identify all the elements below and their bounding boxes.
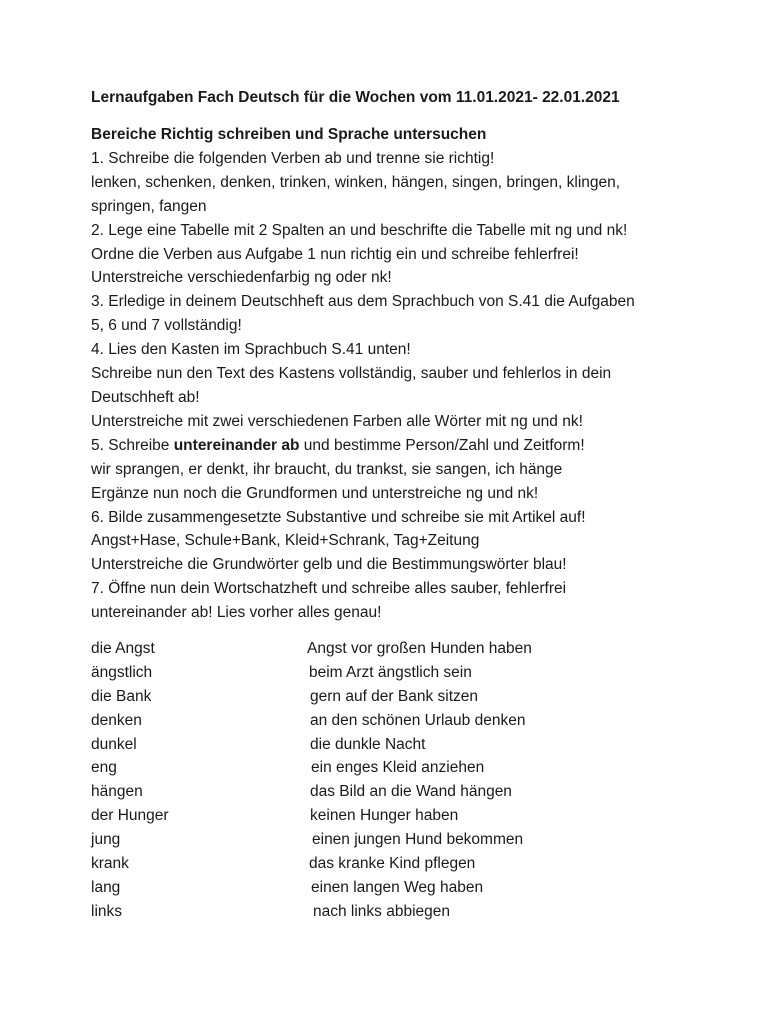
- text-line: 1. Schreibe die folgenden Verben ab und trenne sie richtig!: [91, 149, 495, 167]
- text-line: Ordne die Verben aus Aufgabe 1 nun richtig ein und schreibe fehlerfrei!: [91, 245, 579, 263]
- vocab-word: links: [91, 902, 123, 920]
- vocab-row: [91, 661, 731, 685]
- vocab-word: der Hunger: [91, 807, 169, 825]
- vocab-phrase: einen jungen Hund bekommen: [312, 831, 524, 849]
- task-5-bold: untereinander ab: [173, 436, 300, 454]
- vocab-phrase: ein enges Kleid anziehen: [311, 759, 485, 777]
- text-line: 4. Lies den Kasten im Sprachbuch S.41 unten!: [91, 341, 411, 359]
- vocab-row: [91, 876, 731, 900]
- text-line: 7. Öffne nun dein Wortschatzheft und schreibe alles sauber, fehlerfrei: [91, 580, 567, 598]
- vocab-word: lang: [91, 878, 121, 896]
- text-line: Ergänze nun noch die Grundformen und unterstreiche ng und nk!: [91, 484, 539, 502]
- vocab-phrase: Angst vor großen Hunden haben: [307, 640, 532, 658]
- vocab-phrase: nach links abbiegen: [313, 902, 451, 920]
- vocab-phrase: beim Arzt ängstlich sein: [309, 663, 472, 681]
- vocab-phrase: an den schönen Urlaub denken: [310, 711, 526, 729]
- vocab-phrase: gern auf der Bank sitzen: [310, 687, 479, 705]
- text-line: Unterstreiche die Grundwörter gelb und die Bestimmungswörter blau!: [91, 556, 567, 574]
- vocab-word: eng: [91, 759, 117, 777]
- vocab-word: die Bank: [91, 687, 152, 705]
- vocab-phrase: das Bild an die Wand hängen: [310, 783, 512, 801]
- vocab-row: [91, 756, 731, 780]
- text-line: 2. Lege eine Tabelle mit 2 Spalten an und beschrifte die Tabelle mit ng und nk!: [91, 221, 628, 239]
- vocab-row: [91, 637, 731, 661]
- text-line: lenken, schenken, denken, trinken, winken, hängen, singen, bringen, klingen,: [91, 173, 621, 191]
- text-line: Unterstreiche mit zwei verschiedenen Farben alle Wörter mit ng und nk!: [91, 412, 583, 430]
- text-line: 3. Erledige in deinem Deutschheft aus dem Sprachbuch von S.41 die Aufgaben: [91, 293, 635, 311]
- vocab-row: [91, 900, 731, 924]
- text-line: Angst+Hase, Schule+Bank, Kleid+Schrank, Tag+Zeitung: [91, 532, 480, 550]
- text-line: Unterstreiche verschiedenfarbig ng oder nk!: [91, 269, 392, 287]
- vocab-phrase: die dunkle Nacht: [310, 735, 426, 753]
- section-heading: Bereiche Richtig schreiben und Sprache untersuchen: [91, 126, 487, 143]
- vocab-row: [91, 709, 731, 733]
- text-line: 5, 6 und 7 vollständig!: [91, 317, 242, 335]
- vocab-row: [91, 780, 731, 804]
- vocab-word: jung: [91, 831, 121, 849]
- text-line: springen, fangen: [91, 197, 207, 215]
- vocab-phrase: das kranke Kind pflegen: [309, 855, 476, 873]
- text-line: 6. Bilde zusammengesetzte Substantive und schreibe sie mit Artikel auf!: [91, 508, 586, 526]
- task-5-prefix: 5. Schreibe: [91, 436, 174, 454]
- vocab-row: [91, 852, 731, 876]
- text-line: wir sprangen, er denkt, ihr braucht, du trankst, sie sangen, ich hänge: [91, 460, 563, 478]
- document-page: [91, 86, 731, 924]
- vocab-word: hängen: [91, 783, 143, 801]
- vocab-word: krank: [91, 855, 129, 873]
- vocab-word: denken: [91, 711, 142, 729]
- vocab-phrase: keinen Hunger haben: [310, 807, 459, 825]
- text-line: untereinander ab! Lies vorher alles genau!: [91, 604, 382, 622]
- vocab-word: die Angst: [91, 640, 155, 658]
- vocab-phrase: einen langen Weg haben: [311, 878, 484, 896]
- document-title: Lernaufgaben Fach Deutsch für die Wochen vom 11.01.2021- 22.01.2021: [91, 89, 620, 106]
- vocabulary-list: [91, 637, 731, 924]
- text-line: Deutschheft ab!: [91, 388, 200, 406]
- vocab-row: [91, 828, 731, 852]
- vocab-row: [91, 804, 731, 828]
- task-5-suffix: und bestimme Person/Zahl und Zeitform!: [299, 436, 585, 454]
- vocab-word: dunkel: [91, 735, 137, 753]
- vocab-row: [91, 685, 731, 709]
- task-5-line: [91, 434, 731, 458]
- vocab-row: [91, 733, 731, 757]
- text-line: Schreibe nun den Text des Kastens vollständig, sauber und fehlerlos in dein: [91, 365, 612, 383]
- vocab-word: ängstlich: [91, 663, 153, 681]
